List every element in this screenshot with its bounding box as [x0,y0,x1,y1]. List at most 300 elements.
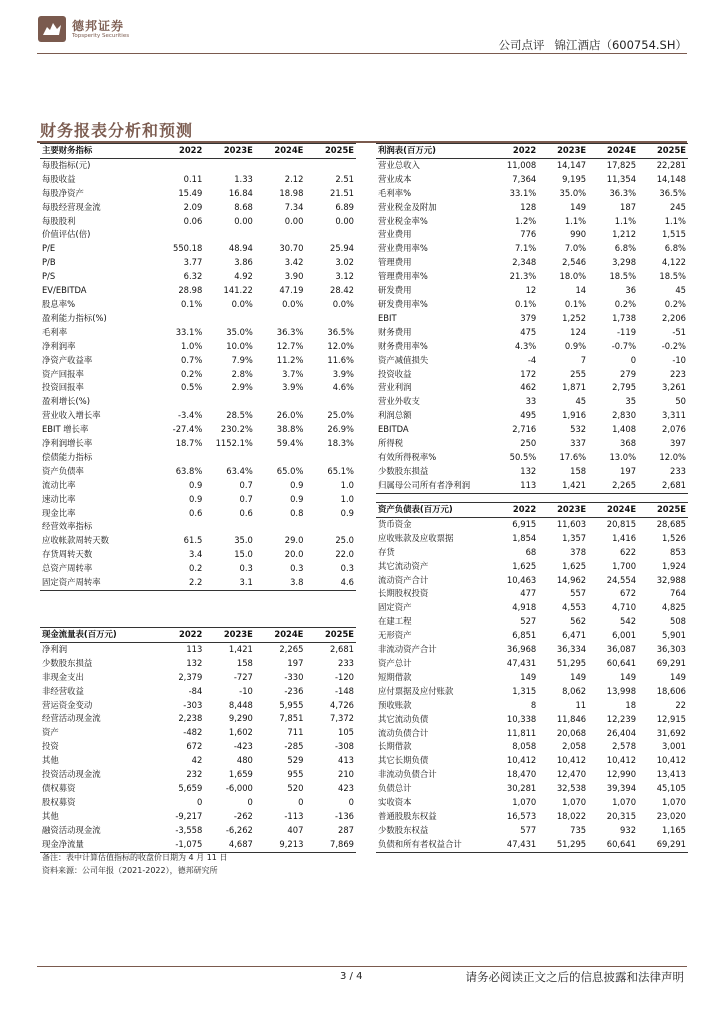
table-row [40,465,356,479]
cell-value: 2023E [204,628,255,643]
cell-value: 12.7% [276,340,304,351]
cell-value [255,395,306,409]
cell-value: 51,295 [556,657,587,668]
row-label: 营业成本 [378,173,412,184]
cell-value: 25.94 [330,243,354,254]
row-label: 投资收益 [378,368,412,379]
cell-value: 1.33 [234,173,253,184]
row-label: 资产回报率 [42,368,84,379]
cell-value: 20.0 [284,549,304,560]
row-label: 应收账款及应收票据 [378,532,454,543]
cell-value: 3.1 [204,576,255,590]
cell-value: 26.0% [276,410,304,421]
row-label: 非经营收益 [42,685,84,696]
cell-value: 3.02 [335,257,354,268]
cell-value: -6,000 [225,782,253,793]
footer-divider [37,966,687,967]
cell-value: 577 [520,824,537,835]
row-label: 营业费用率% [378,243,428,254]
cell-value: 542 [620,616,637,627]
cell-value: 0.5% [181,382,203,393]
row-label: 主要财务指标 [40,144,154,159]
table-row [40,782,356,796]
cell-value: 1,252 [562,312,587,323]
cell-value: 2024E [255,144,306,159]
cell-value: 2024E [255,628,306,643]
row-label: 营业税金及附加 [378,201,437,212]
table-row [40,642,356,656]
cell-value: 36,087 [606,644,637,655]
cell-value: 2,716 [512,424,537,435]
cell-value: 28.42 [330,285,354,296]
cell-value: 149 [520,671,537,682]
table-row [376,284,688,298]
cell-value: -6,262 [225,824,253,835]
cell-value [305,395,356,409]
cell-value: 14,147 [556,159,587,170]
cell-value: 158 [236,657,253,668]
cell-value: 65.1% [327,465,354,476]
cell-value: 35.0% [559,187,587,198]
cell-value: 210 [338,769,354,780]
row-label: 总资产周转率 [42,563,93,574]
cell-value: 672 [620,588,637,599]
cell-value: 10.0% [226,340,253,351]
cell-value: 149 [670,671,686,682]
table-row [376,215,688,229]
cell-value: 622 [620,546,637,557]
cell-value: -4 [527,354,537,365]
cell-value: -423 [233,741,253,752]
row-label: 净利润 [42,643,68,654]
cell-value: 2,379 [178,671,203,682]
cell-value: 0.9 [188,493,203,504]
cell-value: 1,070 [662,797,686,808]
cell-value: 0 [247,796,253,807]
cell-value: 1,515 [662,229,686,240]
cell-value: 407 [287,824,304,835]
cell-value: 508 [670,616,686,627]
cell-value: 1,421 [538,479,588,493]
cell-value: 8 [530,699,537,710]
cell-value: 1.1% [564,215,587,226]
cell-value: -303 [183,699,203,710]
row-label: 净利润增长率 [42,438,93,449]
cell-value: 3.9% [282,382,304,393]
cell-value: 990 [570,229,587,240]
table-row [376,838,688,852]
table-row [40,810,356,824]
row-label: 经营效率指标 [42,521,93,532]
row-label: 固定资产周转率 [40,576,154,590]
cell-value: 4.92 [234,271,253,282]
row-label: 非流动资产合计 [378,644,437,655]
cell-value: 0 [630,354,637,365]
cell-value: 45,105 [656,783,686,794]
cell-value: 22 [675,699,686,710]
cell-value: 35.0% [226,326,253,337]
table-row [376,158,688,172]
cell-value: 8.68 [234,201,253,212]
cell-value: 1.0% [181,340,203,351]
cell-value: 28.5% [226,410,253,421]
cell-value: -3.4% [178,410,203,421]
cell-value: 18.0% [559,271,587,282]
cell-value: 10,412 [506,755,537,766]
cell-value: 141.22 [223,285,253,296]
cell-value: 1,416 [612,532,637,543]
row-label: 营运资金变动 [42,699,93,710]
cell-value: 3,001 [662,741,686,752]
cell-value: 1.2% [514,215,537,226]
cell-value: 2024E [588,503,638,518]
row-label: EBITDA [378,424,409,435]
cell-value: 20,315 [606,810,637,821]
cell-value [204,451,255,465]
table-row [40,712,356,726]
table-row [376,312,688,326]
cell-value: 10,412 [606,755,637,766]
cell-value: 33.1% [509,187,537,198]
cell-value: 35 [625,396,637,407]
cell-value: 18.98 [279,187,304,198]
table-row [40,699,356,713]
cell-value: 475 [520,326,537,337]
cell-value: -727 [233,671,253,682]
table-row [376,532,688,546]
row-label: P/B [42,257,56,268]
row-label: 有效所得税率% [378,451,437,462]
page-number: 3 / 4 [340,971,363,982]
cell-value: 8,448 [228,699,253,710]
doc-type: 公司点评 [498,38,545,52]
table-row [40,507,356,521]
cell-value: 60,641 [588,838,638,852]
row-label: 每股指标(元) [42,159,91,170]
row-label: 在建工程 [378,616,412,627]
cell-value: 2,206 [662,312,686,323]
row-label: P/S [42,271,56,282]
row-label: 速动比率 [42,493,76,504]
cell-value: 149 [570,201,587,212]
table-row [376,727,688,741]
cell-value: 0.0% [231,298,253,309]
cell-value: 2.51 [335,173,354,184]
cell-value: 4,825 [662,602,686,613]
table-row [40,657,356,671]
table-row [40,838,356,852]
cell-value: 197 [287,657,304,668]
cell-value: 1.1% [614,215,637,226]
cell-value: -3,558 [175,824,203,835]
cell-value: 1,212 [612,229,637,240]
cell-value: 63.4% [226,465,253,476]
cell-value: 10,463 [506,574,537,585]
cell-value: 1152.1% [215,438,253,449]
cell-value: 2,681 [330,643,354,654]
cell-value: 11 [575,699,587,710]
row-label: 研发费用 [378,285,412,296]
cell-value: 379 [520,312,537,323]
cell-value: 105 [338,727,354,738]
cell-value: 4,122 [662,257,686,268]
row-label: 每股收益 [42,173,76,184]
table-row [40,685,356,699]
cell-value: 50 [675,396,686,407]
table-row [376,546,688,560]
table-row [40,409,356,423]
cell-value: 36,303 [656,644,686,655]
cell-value: 36.5% [659,187,686,198]
cell-value: 2025E [305,144,356,159]
cell-value: 9,290 [228,713,253,724]
cell-value: 477 [520,588,537,599]
cell-value: 36,968 [506,644,537,655]
row-label: 投资回报率 [42,382,84,393]
cell-value: 11.6% [327,354,354,365]
source-note: 资料来源：公司年报（2021-2022），德邦研究所 [42,866,218,875]
cell-value: 13,413 [656,769,686,780]
table-row [40,340,356,354]
cell-value: 149 [620,671,637,682]
cell-value: 35.0 [234,535,253,546]
cell-value: 3.77 [183,257,203,268]
row-label: 财务费用率% [378,340,428,351]
cell-value: 11.2% [276,354,304,365]
cell-value: 22.0 [335,549,354,560]
report-header-info [498,37,687,53]
cell-value [204,158,255,172]
table-row [376,479,688,493]
cell-value: 12.0% [327,340,354,351]
cell-value: 11,603 [556,518,587,529]
table-row [40,187,356,201]
cell-value: 12.0% [659,451,686,462]
row-label: 管理费用率% [378,271,428,282]
cell-value: 7.1% [514,243,537,254]
table-row [376,671,688,685]
cell-value: -27.4% [172,424,203,435]
table-row [376,824,688,838]
cell-value: 23,020 [656,810,686,821]
table-row [40,256,356,270]
row-label: 少数股东权益 [378,824,429,835]
cell-value: 2022 [154,628,205,643]
row-label: 其他 [42,755,59,766]
table-row [376,437,688,451]
cell-value: 197 [620,465,637,476]
cell-value: 1,625 [512,560,537,571]
row-label: 净资产收益率 [42,354,93,365]
table-row [376,368,688,382]
row-label: 归属母公司所有者净利润 [376,479,488,493]
cell-value: 31,692 [656,727,686,738]
cell-value: -0.7% [611,340,637,351]
row-label: 营业税金率% [378,215,428,226]
cell-value: 5,901 [662,630,686,641]
row-label: 每股股利 [42,215,76,226]
row-label: 现金流量表(百万元) [40,628,154,643]
cell-value: 18.7% [175,438,203,449]
cell-value: 462 [520,382,537,393]
row-label: 预收账款 [378,699,412,710]
table-row [376,173,688,187]
cell-value: 26.9% [327,424,354,435]
cell-value: 132 [186,657,203,668]
cell-value: 48.94 [228,243,253,254]
row-label: 利润总额 [378,410,412,421]
cell-value: 7,372 [330,713,354,724]
cell-value: 18,470 [506,769,537,780]
cell-value: 1,165 [662,824,686,835]
cell-value: 4,710 [612,602,637,613]
cell-value: 520 [287,782,304,793]
cell-value: 11,008 [506,159,537,170]
row-label: 所得税 [378,438,404,449]
cash-flow-table [40,627,356,853]
table-row [376,601,688,615]
row-label: 少数股东损益 [378,465,429,476]
balance-sheet-table [376,502,688,853]
row-label: 资产 [42,727,59,738]
cell-value: 2.09 [183,201,203,212]
table-row [40,671,356,685]
cell-value: 50.5% [509,451,537,462]
table-row [376,187,688,201]
table-row [40,437,356,451]
cell-value: 672 [186,741,203,752]
cell-value: 529 [287,755,304,766]
row-label: 利润表(百万元) [376,144,488,159]
cell-value: 1,357 [562,532,587,543]
cell-value: 60,641 [606,657,637,668]
row-label: 价值评估(倍) [42,229,91,240]
cell-value: -148 [334,685,354,696]
cell-value: 11,811 [506,727,537,738]
row-label: EBIT 增长率 [42,424,89,435]
table-row [376,810,688,824]
cell-value: 2,076 [662,424,686,435]
cell-value: 0.00 [284,215,304,226]
cell-value: 8,058 [512,741,537,752]
cell-value: 2023E [538,144,588,159]
row-label: 现金比率 [42,507,76,518]
cell-value: 1,924 [662,560,686,571]
cell-value: 14,148 [656,173,686,184]
logo-english-name: Topsperity Securities [72,33,130,39]
cell-value [204,395,255,409]
cell-value: 5,659 [178,782,203,793]
cell-value: 32,988 [656,574,686,585]
cell-value: 36,334 [556,644,587,655]
cell-value: 233 [670,465,686,476]
row-label: 实收资本 [378,797,412,808]
cell-value: 7.0% [564,243,587,254]
cell-value: 113 [186,643,203,654]
table-row [376,228,688,242]
row-label: 盈利能力指标(%) [42,312,107,323]
cell-value: -236 [284,685,304,696]
cell-value: 2022 [488,144,538,159]
cell-value: 1,526 [662,532,686,543]
cell-value: 3.9% [332,368,354,379]
cell-value: 7.9% [231,354,253,365]
cell-value: 28.98 [178,285,203,296]
cell-value: 39,394 [606,783,637,794]
cell-value: 2022 [154,144,205,159]
table-row [40,228,356,242]
cell-value: 0.2% [614,298,637,309]
table-row [376,699,688,713]
cell-value: 1.0 [340,493,354,504]
cell-value: 25.0% [327,410,354,421]
row-label: 营业收入增长率 [42,410,101,421]
cell-value: 0.7 [239,493,253,504]
cell-value: 2,265 [279,643,304,654]
cell-value: 1,070 [512,797,537,808]
cell-value: 0.9 [340,507,354,518]
table-row [40,534,356,548]
cell-value [154,520,205,534]
cell-value: 0.9 [290,493,304,504]
cell-value: 550.18 [173,243,203,254]
row-label: 长期股权投资 [378,588,429,599]
valuation-note: 备注：表中计算估值指标的收盘价日期为 4 月 11 日 [42,853,228,862]
row-label: 长期借款 [378,741,412,752]
table-row [40,451,356,465]
table-row [40,242,356,256]
cell-value: 7,869 [305,838,356,852]
cell-value: 12,470 [556,769,587,780]
cell-value: 0.3 [239,563,253,574]
row-label: 盈利增长(%) [42,396,90,407]
cell-value: 113 [488,479,538,493]
table-row [40,726,356,740]
row-label: 现金净流量 [40,838,154,852]
cell-value: 10,338 [506,713,537,724]
cell-value: 1,916 [562,410,587,421]
cell-value: -1,075 [154,838,205,852]
row-label: 资产负债率 [42,465,84,476]
cell-value: 245 [670,201,686,212]
cell-value: 13,998 [606,685,637,696]
cell-value: 47,431 [488,838,538,852]
cell-value: 6.89 [335,201,354,212]
table-row [376,643,688,657]
table-row [40,215,356,229]
cell-value: 378 [570,546,587,557]
cell-value: 25.0 [335,535,354,546]
row-label: 其它长期负债 [378,755,429,766]
cell-value: -10 [239,685,253,696]
cell-value: 562 [570,616,587,627]
table-row [376,754,688,768]
cell-value: 30.70 [279,243,304,254]
cell-value: 2,058 [562,741,587,752]
cell-value: 45 [675,285,686,296]
logo-mark-icon [38,16,66,42]
row-label: 资产负债表(百万元) [376,503,488,518]
table-row [376,517,688,531]
cell-value: -10 [672,354,686,365]
row-label: 投资活动现金流 [42,769,101,780]
cell-value: 6,001 [612,630,637,641]
table-row [40,520,356,534]
cell-value: 0.3 [340,563,354,574]
cell-value: 776 [520,229,537,240]
table-row [40,754,356,768]
cell-value: 24,554 [606,574,637,585]
